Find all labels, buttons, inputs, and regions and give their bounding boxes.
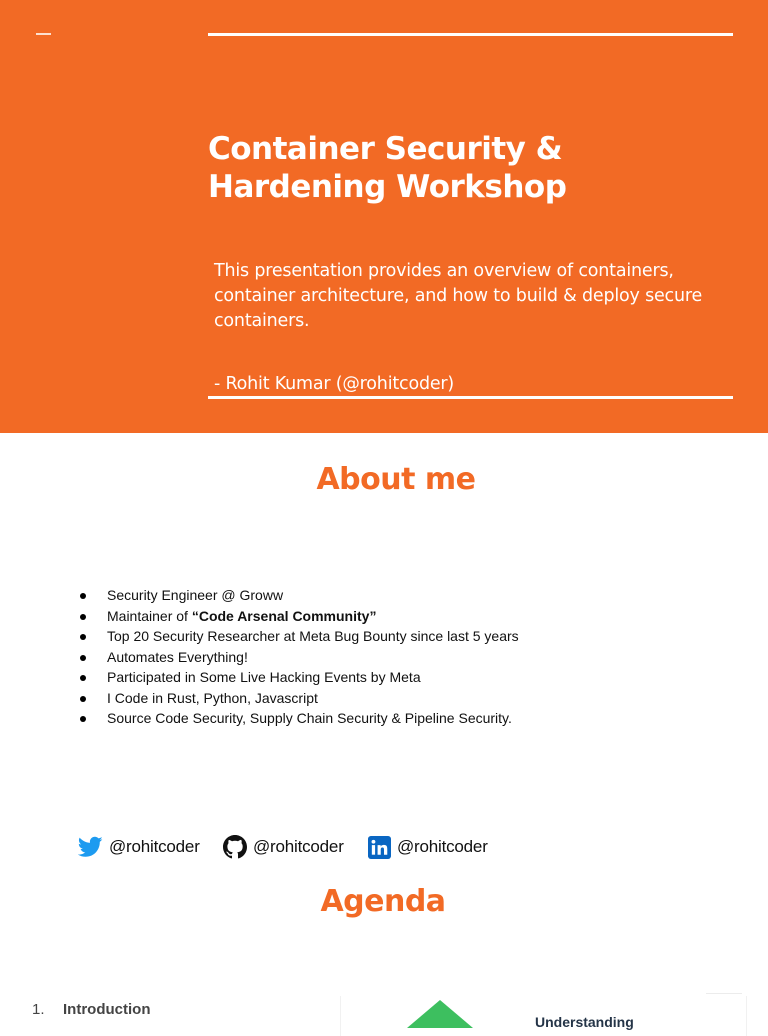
- top-rule: [208, 33, 733, 36]
- bullet-dot: [80, 593, 86, 599]
- bullet-dot: [80, 614, 86, 620]
- agenda-item-text: Introduction: [63, 1001, 151, 1018]
- presentation-author: - Rohit Kumar (@rohitcoder): [214, 374, 455, 394]
- bullet-dot: [80, 634, 86, 640]
- list-item: Security Engineer @ Groww: [78, 585, 519, 606]
- agenda-item: [32, 999, 150, 1021]
- about-heading: About me: [316, 462, 476, 497]
- twitter-icon: [78, 836, 103, 858]
- list-item: I Code in Rust, Python, Javascript: [78, 688, 519, 709]
- github-handle: @rohitcoder: [253, 837, 344, 856]
- bullet-dot: [80, 716, 86, 722]
- github-link[interactable]: [223, 833, 344, 861]
- twitter-link[interactable]: [78, 833, 200, 861]
- linkedin-handle: @rohitcoder: [397, 837, 488, 856]
- bottom-rule: [208, 396, 733, 399]
- list-item: Maintainer of “Code Arsenal Community”: [78, 606, 519, 627]
- list-item: Source Code Security, Supply Chain Security & Pipeline Security.: [78, 708, 519, 729]
- list-item: Top 20 Security Researcher at Meta Bug Bounty since last 5 years: [78, 626, 519, 647]
- bullet-dot: [80, 675, 86, 681]
- list-item: Participated in Some Live Hacking Events by Meta: [78, 667, 519, 688]
- corner-dash: [36, 33, 51, 35]
- linkedin-icon: [368, 836, 391, 859]
- diagram-label: Understanding: [535, 1014, 634, 1030]
- presentation-description: This presentation provides an overview of containers, container architecture, and how to build & deploy secure containers.: [214, 261, 703, 331]
- linkedin-link[interactable]: [368, 833, 488, 861]
- agenda-item-number: 1.: [32, 1001, 45, 1018]
- bullet-dot: [80, 696, 86, 702]
- bullet-dot: [80, 655, 86, 661]
- github-icon: [223, 835, 247, 859]
- title-slide: [0, 0, 768, 433]
- twitter-handle: @rohitcoder: [109, 837, 200, 856]
- community-name: “Code Arsenal Community”: [191, 607, 377, 624]
- about-list: [78, 585, 519, 729]
- agenda-heading: Agenda: [320, 884, 446, 919]
- presentation-title: Container Security & Hardening Workshop: [208, 131, 567, 205]
- list-item: Automates Everything!: [78, 647, 519, 668]
- diagram-dash: [706, 993, 742, 994]
